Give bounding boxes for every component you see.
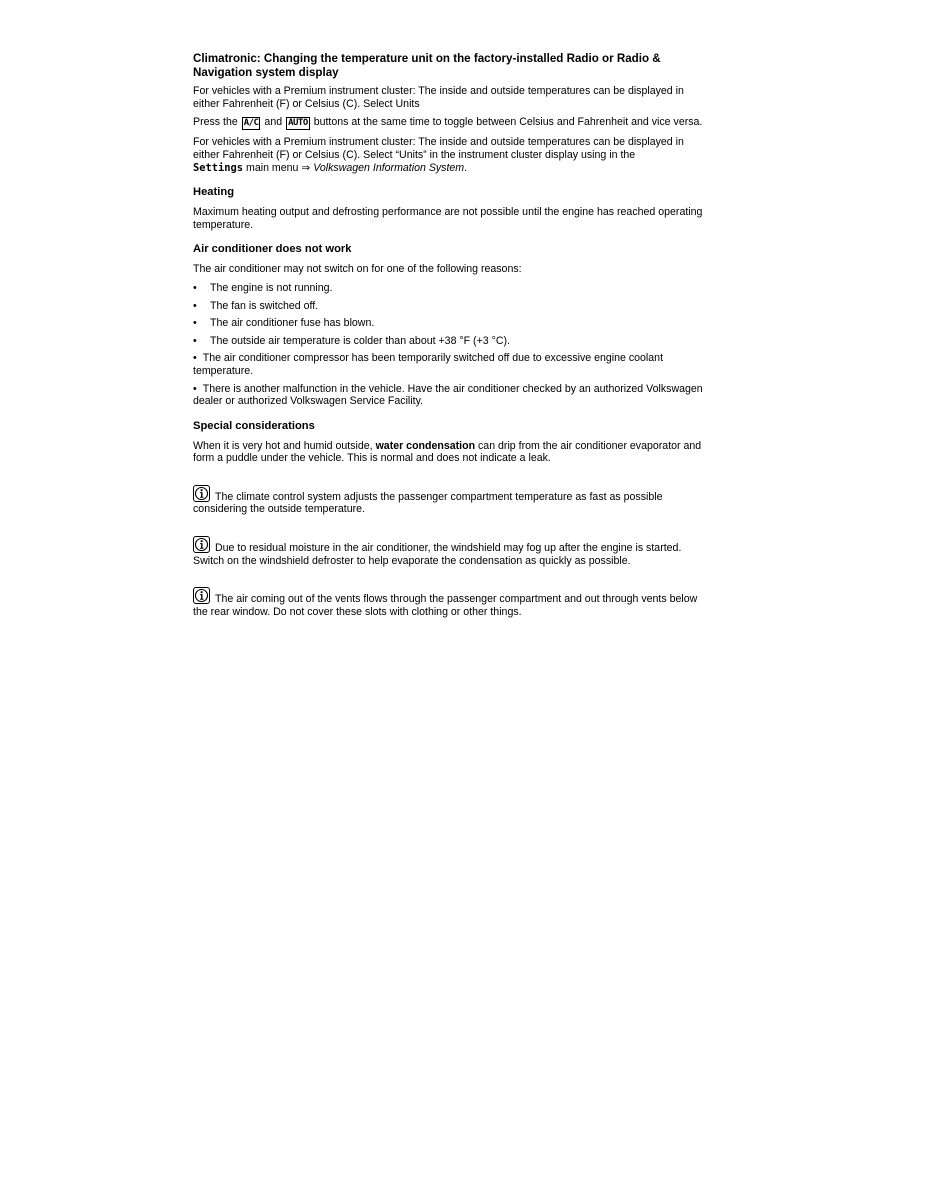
ac-button-label: A/C (243, 118, 259, 129)
paragraph-settings-menu: For vehicles with a Premium instrument cluster: The inside and outside temperatures can be displayed in either Fahrenheit (F) or Celsius (C). Select “Units” in the instrument cluster display using in the Settings main menu ⇒ Volkswagen Information System. (193, 136, 684, 174)
list-item: • The fan is switched off. (193, 300, 713, 313)
list-item: • The air conditioner fuse has blown. (193, 317, 713, 330)
note-climate-control: The climate control system adjusts the passenger compartment temperature as fast as possible considering the outside temperature. (193, 485, 713, 516)
list-item: • The engine is not running. (193, 282, 713, 295)
info-icon (193, 536, 210, 553)
vw-information-system-link[interactable]: Volkswagen Information System (313, 161, 465, 174)
heading-special-considerations: Special considerations (193, 419, 315, 432)
info-icon (193, 485, 210, 502)
water-condensation-term: water condensation (375, 439, 476, 452)
section-title: Climatronic: Changing the temperature unit on the factory-installed Radio or Radio & Navigation system display (193, 52, 661, 79)
paragraph-toggle-buttons: Press the A/C and AUTO buttons at the same time to toggle between Celsius and Fahrenheit and vice versa. (193, 116, 703, 129)
heading-heating: Heating (193, 186, 235, 199)
list-item: • There is another malfunction in the vehicle. Have the air conditioner checked by an authorized Volkswagen dealer or authorized Volkswagen Service Facility. (193, 382, 703, 408)
settings-menu-label: Settings (193, 161, 244, 174)
arrow-icon: ⇒ (301, 161, 311, 174)
list-item: • The outside air temperature is colder than about +38 °F (+3 °C). (193, 335, 713, 348)
auto-button-label: AUTO (288, 118, 308, 129)
paragraph-ac-intro: The air conditioner may not switch on for one of the following reasons: (193, 263, 522, 276)
heading-ac-not-working: Air conditioner does not work (193, 243, 352, 256)
note-windshield-fog: Due to residual moisture in the air conditioner, the windshield may fog up after the engine is started. Switch on the windshield defroster to help evaporate the condensation as quickly as possible. (193, 536, 713, 567)
ac-reasons-list (193, 282, 713, 408)
paragraph-condensation: When it is very hot and humid outside, water condensation can drip from the air conditioner evaporator and form a puddle under the vehicle. This is normal and does not indicate a leak. (193, 439, 702, 465)
paragraph-heating: Maximum heating output and defrosting performance are not possible until the engine has reached operating temperature. (193, 206, 703, 231)
paragraph-units-premium: For vehicles with a Premium instrument cluster: The inside and outside temperatures can be displayed in either Fahrenheit (F) or Celsius (C). Select Units (193, 85, 684, 110)
note-vents: The air coming out of the vents flows through the passenger compartment and out through vents below the rear window. Do not cover these slots with clothing or other things. (193, 587, 713, 618)
info-icon (193, 587, 210, 604)
list-item: • The air conditioner compressor has been temporarily switched off due to excessive engine coolant temperature. (193, 352, 664, 377)
page-content (193, 52, 713, 624)
